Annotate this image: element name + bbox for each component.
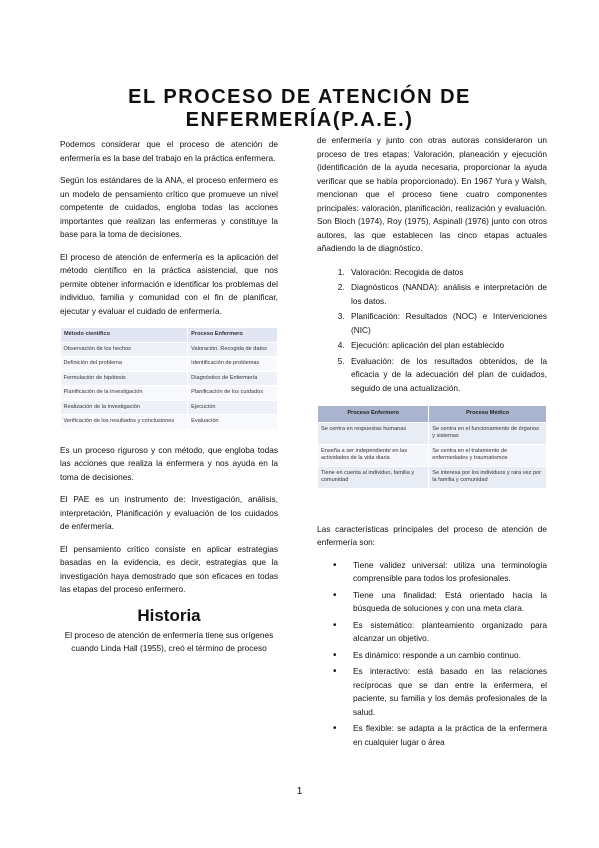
ana-paragraph: Según los estándares de la ANA, el proceso enfermero es un modelo de pensamiento crítico que promueve un nivel competente de cuidados, engloba todas las acciones importantes que realizan las enfermeras y constituye la base para la toma de decisiones. <box>60 175 278 239</box>
list-item: 4. Ejecución: aplicación del plan establecido <box>347 339 547 353</box>
table-cell: Observación de los hechos <box>61 342 188 357</box>
table-row <box>61 342 278 357</box>
table-cell: Valoración. Recogida de datos <box>188 342 278 357</box>
table-cell: Planificación de los cuidados <box>188 386 278 401</box>
rigorous-process-paragraph: Es un proceso riguroso y con método, que engloba todas las acciones que realiza la enfermera y nos ayuda en la toma de decisiones. <box>60 444 278 482</box>
bullet-icon: • <box>333 619 337 631</box>
feature-text: Es flexible: se adapta a la práctica de la enfermera en cualquier lugar o área <box>353 723 547 747</box>
feature-text: Es sistemático: planteamiento organizado para alcanzar un objetivo. <box>353 619 547 643</box>
scientific-method-paragraph: El proceso de atención de enfermería es la aplicación del método científico en la práctica asistencial, que nos permite obtener información e identificar los problemas del individuo, familia y comunidad con el fin de planificar, ejecutar y evaluar el cuidado de enfermería. <box>60 251 278 316</box>
table-cell: Diagnóstico de Enfermería <box>188 371 278 386</box>
historia-heading: Historia <box>137 605 201 625</box>
table-row <box>318 444 547 466</box>
table-header: Método científico <box>61 328 188 343</box>
list-item <box>333 619 547 646</box>
table-row <box>61 400 278 415</box>
table-header: Proceso Enfermero <box>318 406 429 423</box>
table-cell: Ejecución <box>188 400 278 415</box>
table-cell: Tiene en cuenta al individuo, familia y comunidad <box>318 466 429 488</box>
list-item <box>333 589 547 616</box>
list-item <box>333 559 547 586</box>
table-row <box>61 371 278 386</box>
table-cell: Verificación de los resultados y conclusiones <box>61 415 188 430</box>
list-item <box>333 665 547 719</box>
list-item <box>333 649 547 663</box>
table-cell: Identificación de problemas <box>188 357 278 372</box>
bullet-icon: • <box>333 723 337 734</box>
method-comparison-table <box>60 327 278 430</box>
table-header: Proceso Médico <box>429 406 547 423</box>
list-item: 3. Planificación: Resultados (NOC) e Intervenciones (NIC) <box>347 310 547 337</box>
table-cell: Realización de la investigación <box>61 400 188 415</box>
feature-text: Tiene una finalidad: Está orientado hacia la búsqueda de soluciones y con una meta clara. <box>353 589 547 613</box>
table-row <box>318 422 547 444</box>
feature-text: Es interactivo: está basado en las relaciones recíprocas que se dan entre la enfermera, el paciente, su familia y los demás profesionales de la salud. <box>353 666 547 717</box>
table-header: Proceso Enfermero <box>188 328 278 343</box>
list-item: 1. Valoración: Recogida de datos <box>347 266 547 280</box>
document-title: EL PROCESO DE ATENCIÓN DE ENFERMERÍA(P.A.E.) <box>128 86 471 131</box>
right-column <box>317 134 547 752</box>
table-cell: Se interesa por los individuos y rara vez por la familia y comunidad <box>429 466 547 488</box>
bullet-icon: • <box>333 649 337 661</box>
left-column <box>60 138 278 665</box>
table-row <box>61 357 278 372</box>
bullet-icon: • <box>333 589 337 601</box>
list-item: 2. Diagnósticos (NANDA): análisis e interpretación de los datos. <box>347 281 547 308</box>
list-item: 5. Evaluación: de los resultados obtenidos, de la eficacia y de la adecuación del plan de cuidados, seguido de una actualización. <box>347 355 547 396</box>
table-cell: Definición del problema <box>61 357 188 372</box>
feature-text: Es dinámico: responde a un cambio continuo. <box>353 649 521 660</box>
intro-paragraph: Podemos considerar que el proceso de atención de enfermería es la base del trabajo en la práctica enfermera. <box>60 139 278 163</box>
table-row <box>61 386 278 401</box>
phases-list <box>317 266 547 396</box>
critical-thinking-paragraph: El pensamiento crítico consiste en aplicar estrategias basadas en la evidencia, es decir, estrategias que la investigación haya demostrado que son eficaces en todas las etapas del proceso enfermero. <box>60 543 278 594</box>
pae-instrument-paragraph: El PAE es un instrumento de: Investigación, análisis, interpretación, Planificación y evaluación de los cuidados de enfermería. <box>60 494 278 531</box>
feature-text: Tiene validez universal: utiliza una terminología comprensible para todos los profesionales. <box>353 559 547 583</box>
table-cell: Enseña a ser independiente en las actividades de la vida diaria <box>318 444 429 466</box>
table-row <box>61 415 278 430</box>
page-number: 1 <box>296 786 303 797</box>
table-cell: Se centra en respuestas humanas <box>318 422 429 444</box>
history-paragraph: El proceso de atención de enfermería tiene sus orígenes cuando Linda Hall (1955), creó el término de proceso <box>64 629 274 653</box>
history-continued-paragraph: de enfermería y junto con otras autoras consideraron un proceso de tres etapas: Valoración, planeación y ejecución (identificación de la ayuda necesaria, proporcionar la ayuda verificar que se había proporcionado). En 1967 Yura y Walsh, mencionan que el proceso tiene cuatro componentes principales: valoración, planificación, realización y evaluación. Son Bloch (1974), Roy (1975), Aspinall (1976) junto con otros autores, las que establecen las cinco etapas actuales añadiendo la de diagnóstico. <box>317 135 547 253</box>
features-list <box>317 559 547 750</box>
table-cell: Se centra en el tratamiento de enfermedades y traumatismos <box>429 444 547 466</box>
list-item <box>333 722 547 749</box>
table-cell: Evaluación <box>188 415 278 430</box>
bullet-icon: • <box>333 559 337 571</box>
features-intro: Las características principales del proceso de atención de enfermería son: <box>317 523 547 547</box>
table-row <box>318 466 547 488</box>
nursing-vs-medical-table <box>317 405 547 489</box>
bullet-icon: • <box>333 666 337 677</box>
table-cell: Se centra en el funcionamiento de órganos y sistemas <box>429 422 547 444</box>
table-cell: Formulación de hipótesis <box>61 371 188 386</box>
table-cell: Planificación de la investigación <box>61 386 188 401</box>
